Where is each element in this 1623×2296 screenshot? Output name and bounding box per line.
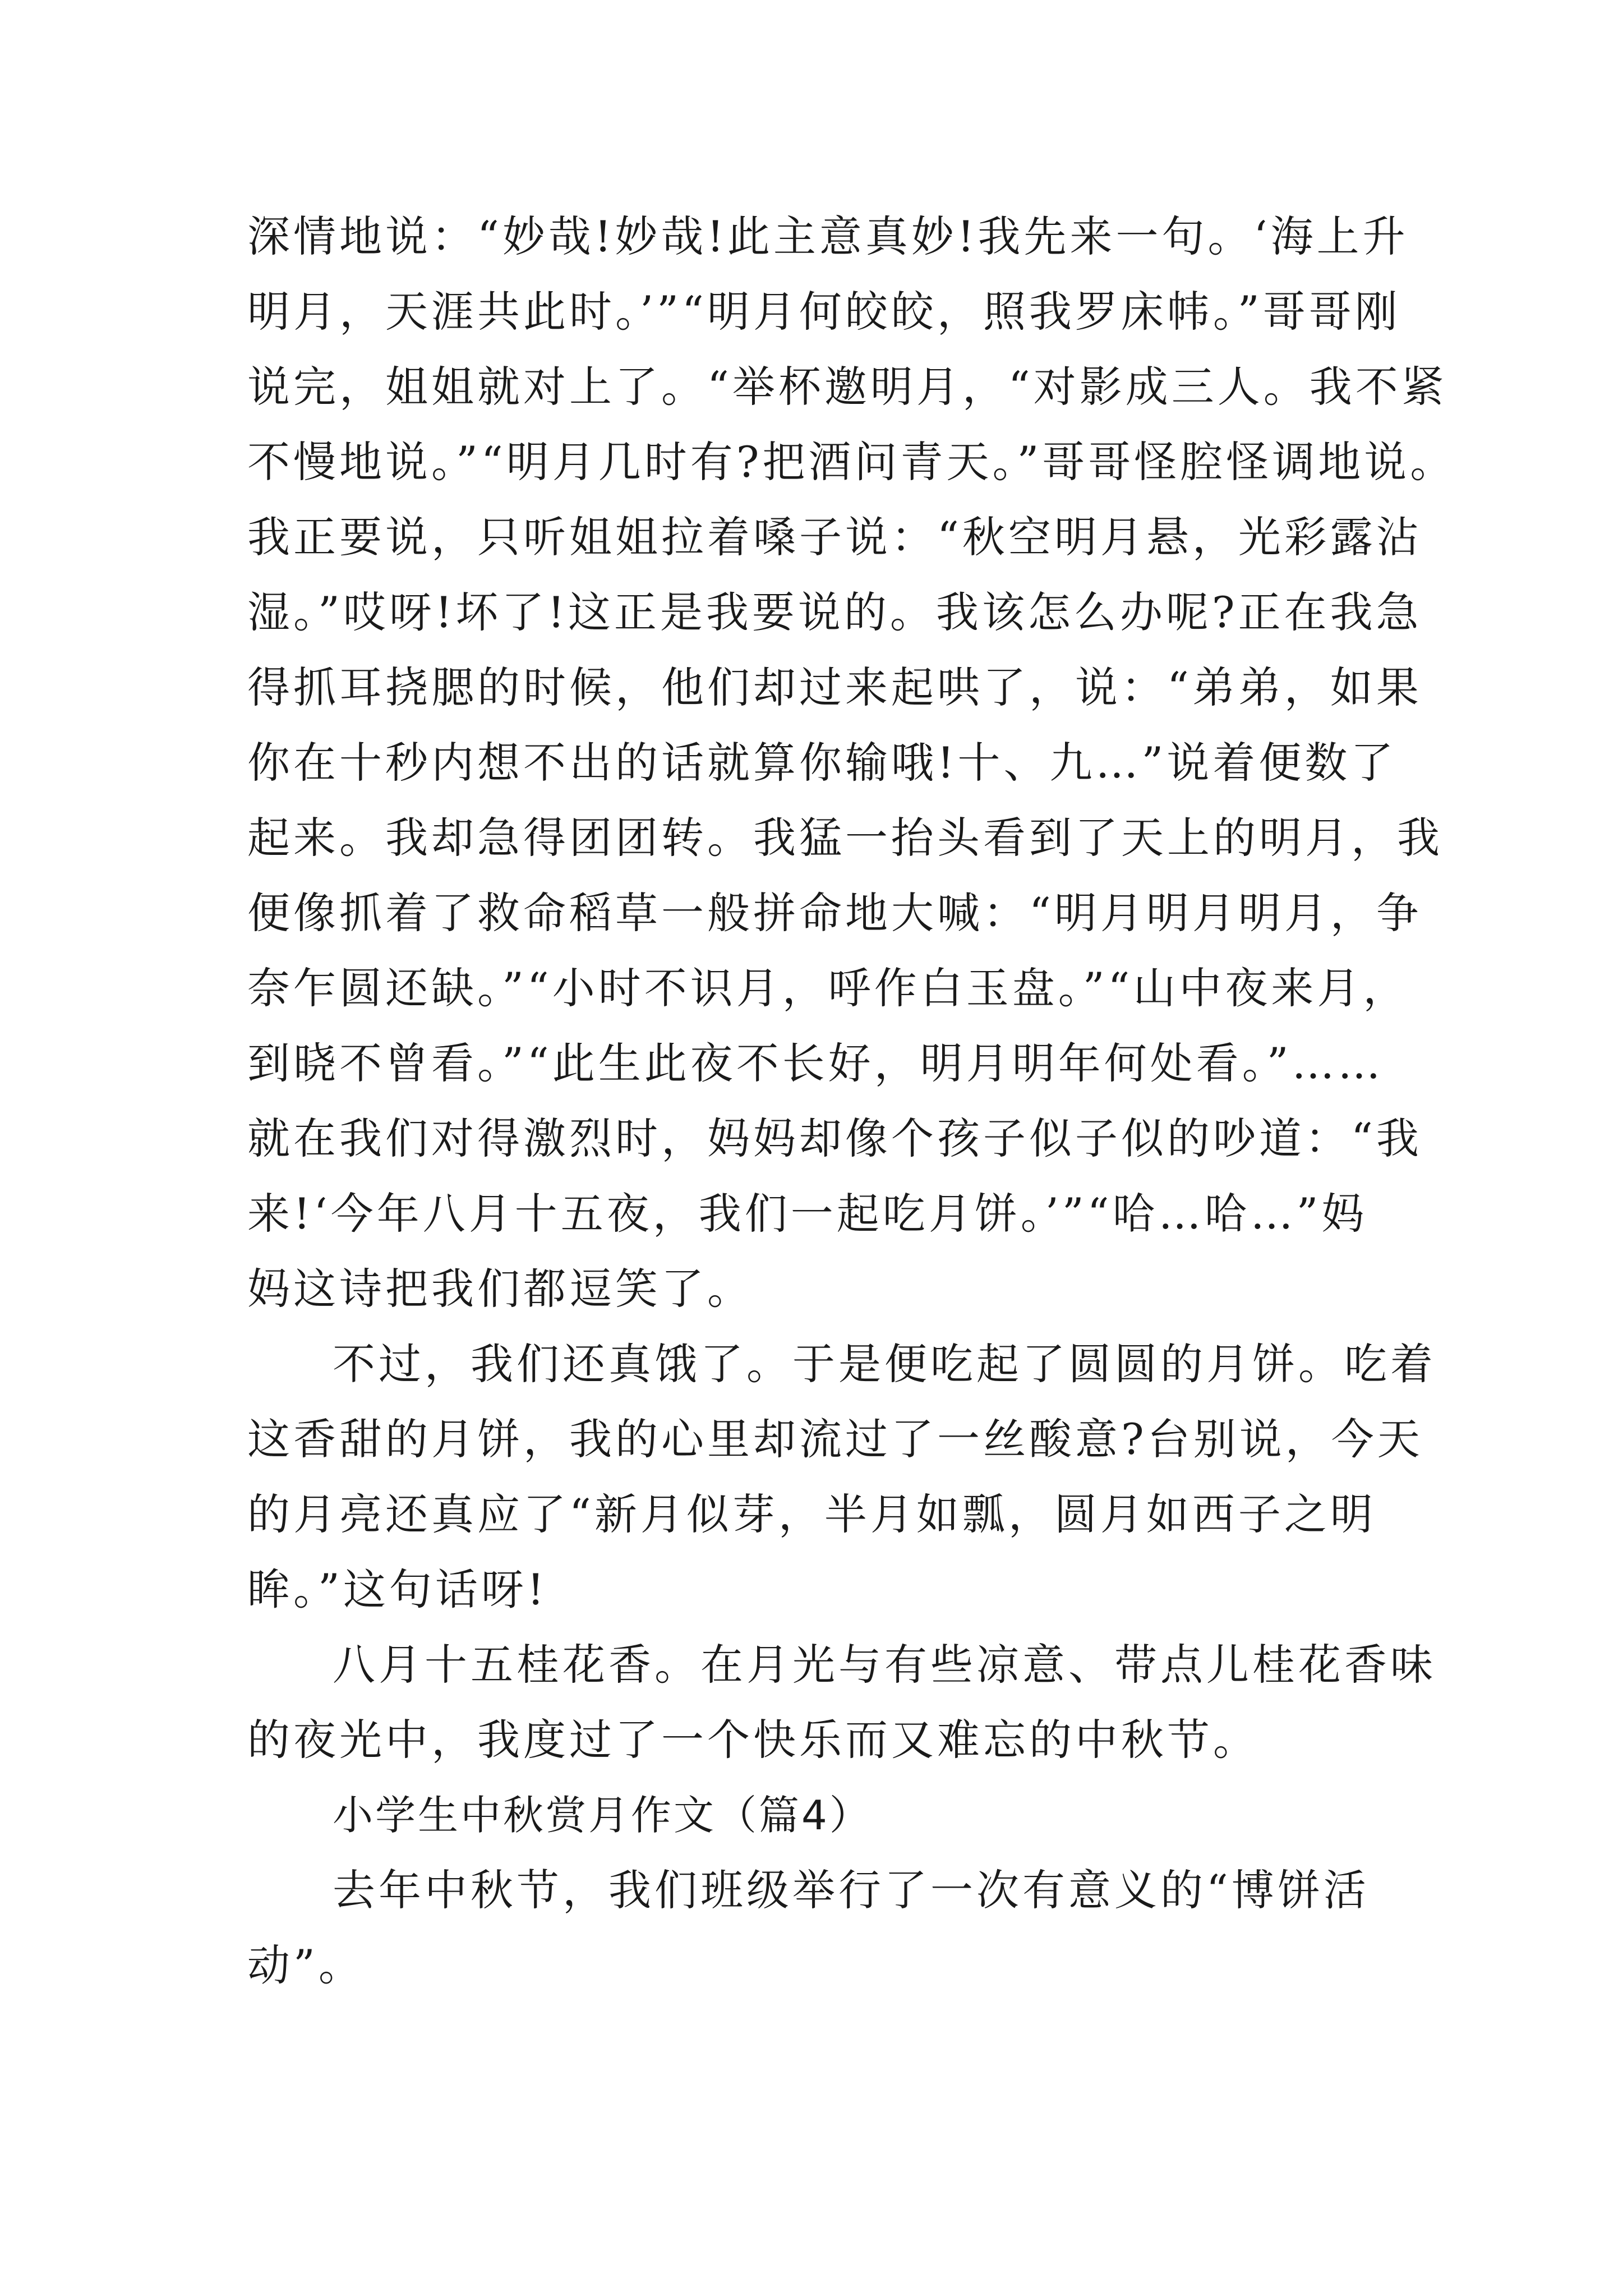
text-line: 说完，姐姐就对上了。“举杯邀明月，“对影成三人。我不紧	[247, 362, 1447, 412]
text-line: 湿。”哎呀!坏了!这正是我要说的。我该怎么办呢?正在我急	[247, 587, 1422, 637]
text-line: 的月亮还真应了“新月似芽，半月如瓢，圆月如西子之明	[247, 1489, 1376, 1539]
text-line: 这香甜的月饼，我的心里却流过了一丝酸意?台别说，今天	[247, 1414, 1423, 1464]
paragraph-conclusion	[247, 1627, 1436, 1778]
text-line: 我正要说，只听姐姐拉着嗓子说：“秋空明月悬，光彩露沾	[247, 512, 1422, 562]
paragraph-mooncake	[247, 1327, 1436, 1627]
section-heading	[247, 1778, 1391, 1853]
text-line: 去年中秋节，我们班级举行了一次有意义的“博饼活	[333, 1865, 1370, 1915]
article-body	[247, 199, 1456, 2003]
text-line: 八月十五桂花香。在月光与有些凉意、带点儿桂花香味	[333, 1640, 1436, 1690]
text-line: 奈乍圆还缺。”“小时不识月，呼作白玉盘。”“山中夜来月，	[247, 963, 1409, 1013]
text-line: 得抓耳挠腮的时候，他们却过来起哄了，说：“弟弟，如果	[247, 662, 1422, 712]
text-line: 不过，我们还真饿了。于是便吃起了圆圆的月饼。吃着	[333, 1339, 1436, 1389]
text-line: 便像抓着了救命稻草一般拼命地大喊：“明月明月明月，争	[247, 888, 1422, 938]
text-line: 妈这诗把我们都逗笑了。	[247, 1264, 753, 1314]
text-line: 的夜光中，我度过了一个快乐而又难忘的中秋节。	[247, 1715, 1259, 1765]
text-line: 明月，天涯共此时。’”“明月何皎皎，照我罗床帏。”哥哥刚	[247, 287, 1401, 337]
paragraph-poem-dialogue	[247, 199, 1456, 1327]
essay-title: 小学生中秋赏月作文（篇4）	[333, 1792, 872, 1839]
paragraph-intro	[247, 1853, 1391, 2003]
text-line: 深情地说：“妙哉!妙哉!此主意真妙!我先来一句。‘海上升	[247, 211, 1409, 261]
text-line: 就在我们对得激烈时，妈妈却像个孩子似子似的吵道：“我	[247, 1114, 1422, 1163]
text-line: 动”。	[247, 1940, 365, 1990]
text-line: 眸。”这句话呀!	[247, 1565, 548, 1614]
text-line: 起来。我却急得团团转。我猛一抬头看到了天上的明月，我	[247, 813, 1443, 863]
text-line: 来!‘今年八月十五夜，我们一起吃月饼。’”“哈…哈…”妈	[247, 1189, 1368, 1239]
text-line: 不慢地说。”“明月几时有?把酒问青天。”哥哥怪腔怪调地说。	[247, 437, 1456, 487]
text-line: 你在十秒内想不出的话就算你输哦!十、九…”说着便数了	[247, 738, 1397, 788]
text-line: 到晓不曾看。”“此生此夜不长好，明月明年何处看。”……	[247, 1038, 1384, 1088]
